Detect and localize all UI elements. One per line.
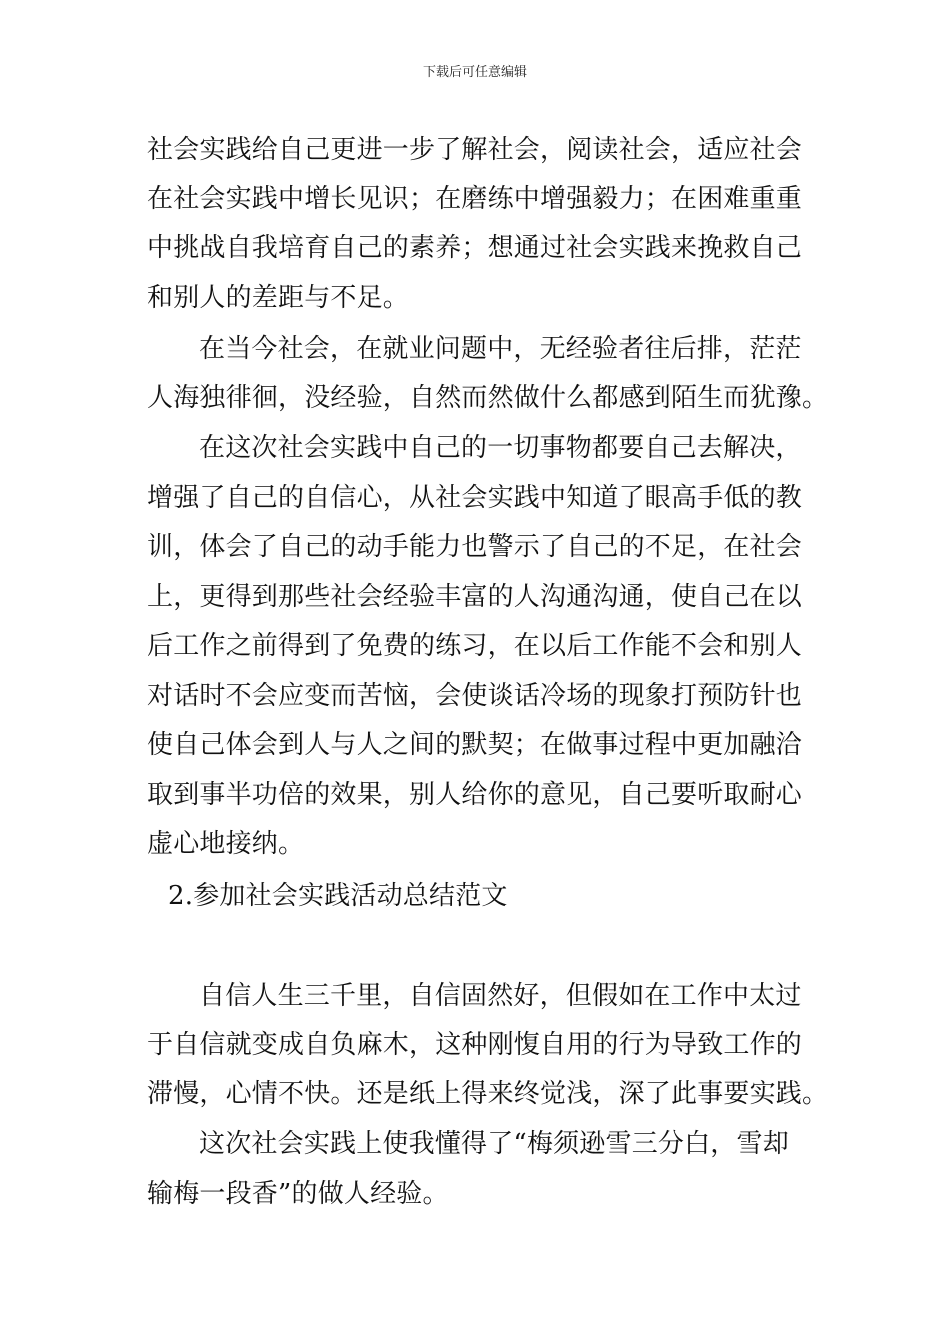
paragraph-line: 虚心地接纳。 [147, 829, 305, 859]
paragraph-line: 在社会实践中增长见识；在磨练中增强毅力；在困难重重 [147, 184, 803, 214]
section-heading: 2.参加社会实践活动总结范文 [168, 881, 508, 911]
paragraph-line: 在当今社会，在就业问题中，无经验者往后排，茫茫 [199, 334, 802, 364]
paragraph-line: 滞慢，心情不快。还是纸上得来终觉浅，深了此事要实践。 [147, 1079, 829, 1109]
paragraph-line: 自信人生三千里，自信固然好，但假如在工作中太过 [199, 981, 802, 1011]
paragraph-line: 社会实践给自己更进一步了解社会，阅读社会，适应社会 [147, 135, 803, 165]
paragraph-line: 人海独徘徊，没经验，自然而然做什么都感到陌生而犹豫。 [147, 383, 829, 413]
paragraph-line: 取到事半功倍的效果，别人给你的意见，自己要听取耐心 [147, 780, 803, 810]
paragraph-line: 增强了自己的自信心，从社会实践中知道了眼高手低的教 [147, 483, 803, 513]
paragraph-line: 后工作之前得到了免费的练习，在以后工作能不会和别人 [147, 631, 803, 661]
paragraph-line: 这次社会实践上使我懂得了“梅须逊雪三分白，雪却 [199, 1129, 789, 1159]
paragraph-line: 对话时不会应变而苦恼，会使谈话冷场的现象打预防针也 [147, 681, 803, 711]
paragraph-line: 输梅一段香”的做人经验。 [147, 1179, 449, 1209]
paragraph-line: 使自己体会到人与人之间的默契；在做事过程中更加融洽 [147, 730, 803, 760]
paragraph-line: 在这次社会实践中自己的一切事物都要自己去解决， [199, 433, 802, 463]
paragraph-line: 训，体会了自己的动手能力也警示了自己的不足，在社会 [147, 532, 803, 562]
paragraph-line: 中挑战自我培育自己的素养；想通过社会实践来挽救自己 [147, 233, 803, 263]
paragraph-line: 和别人的差距与不足。 [147, 283, 410, 313]
page-header: 下载后可任意编辑 [422, 65, 527, 80]
paragraph-line: 上，更得到那些社会经验丰富的人沟通沟通，使自己在以 [147, 582, 803, 612]
paragraph-line: 于自信就变成自负麻木，这种刚愎自用的行为导致工作的 [147, 1030, 803, 1060]
